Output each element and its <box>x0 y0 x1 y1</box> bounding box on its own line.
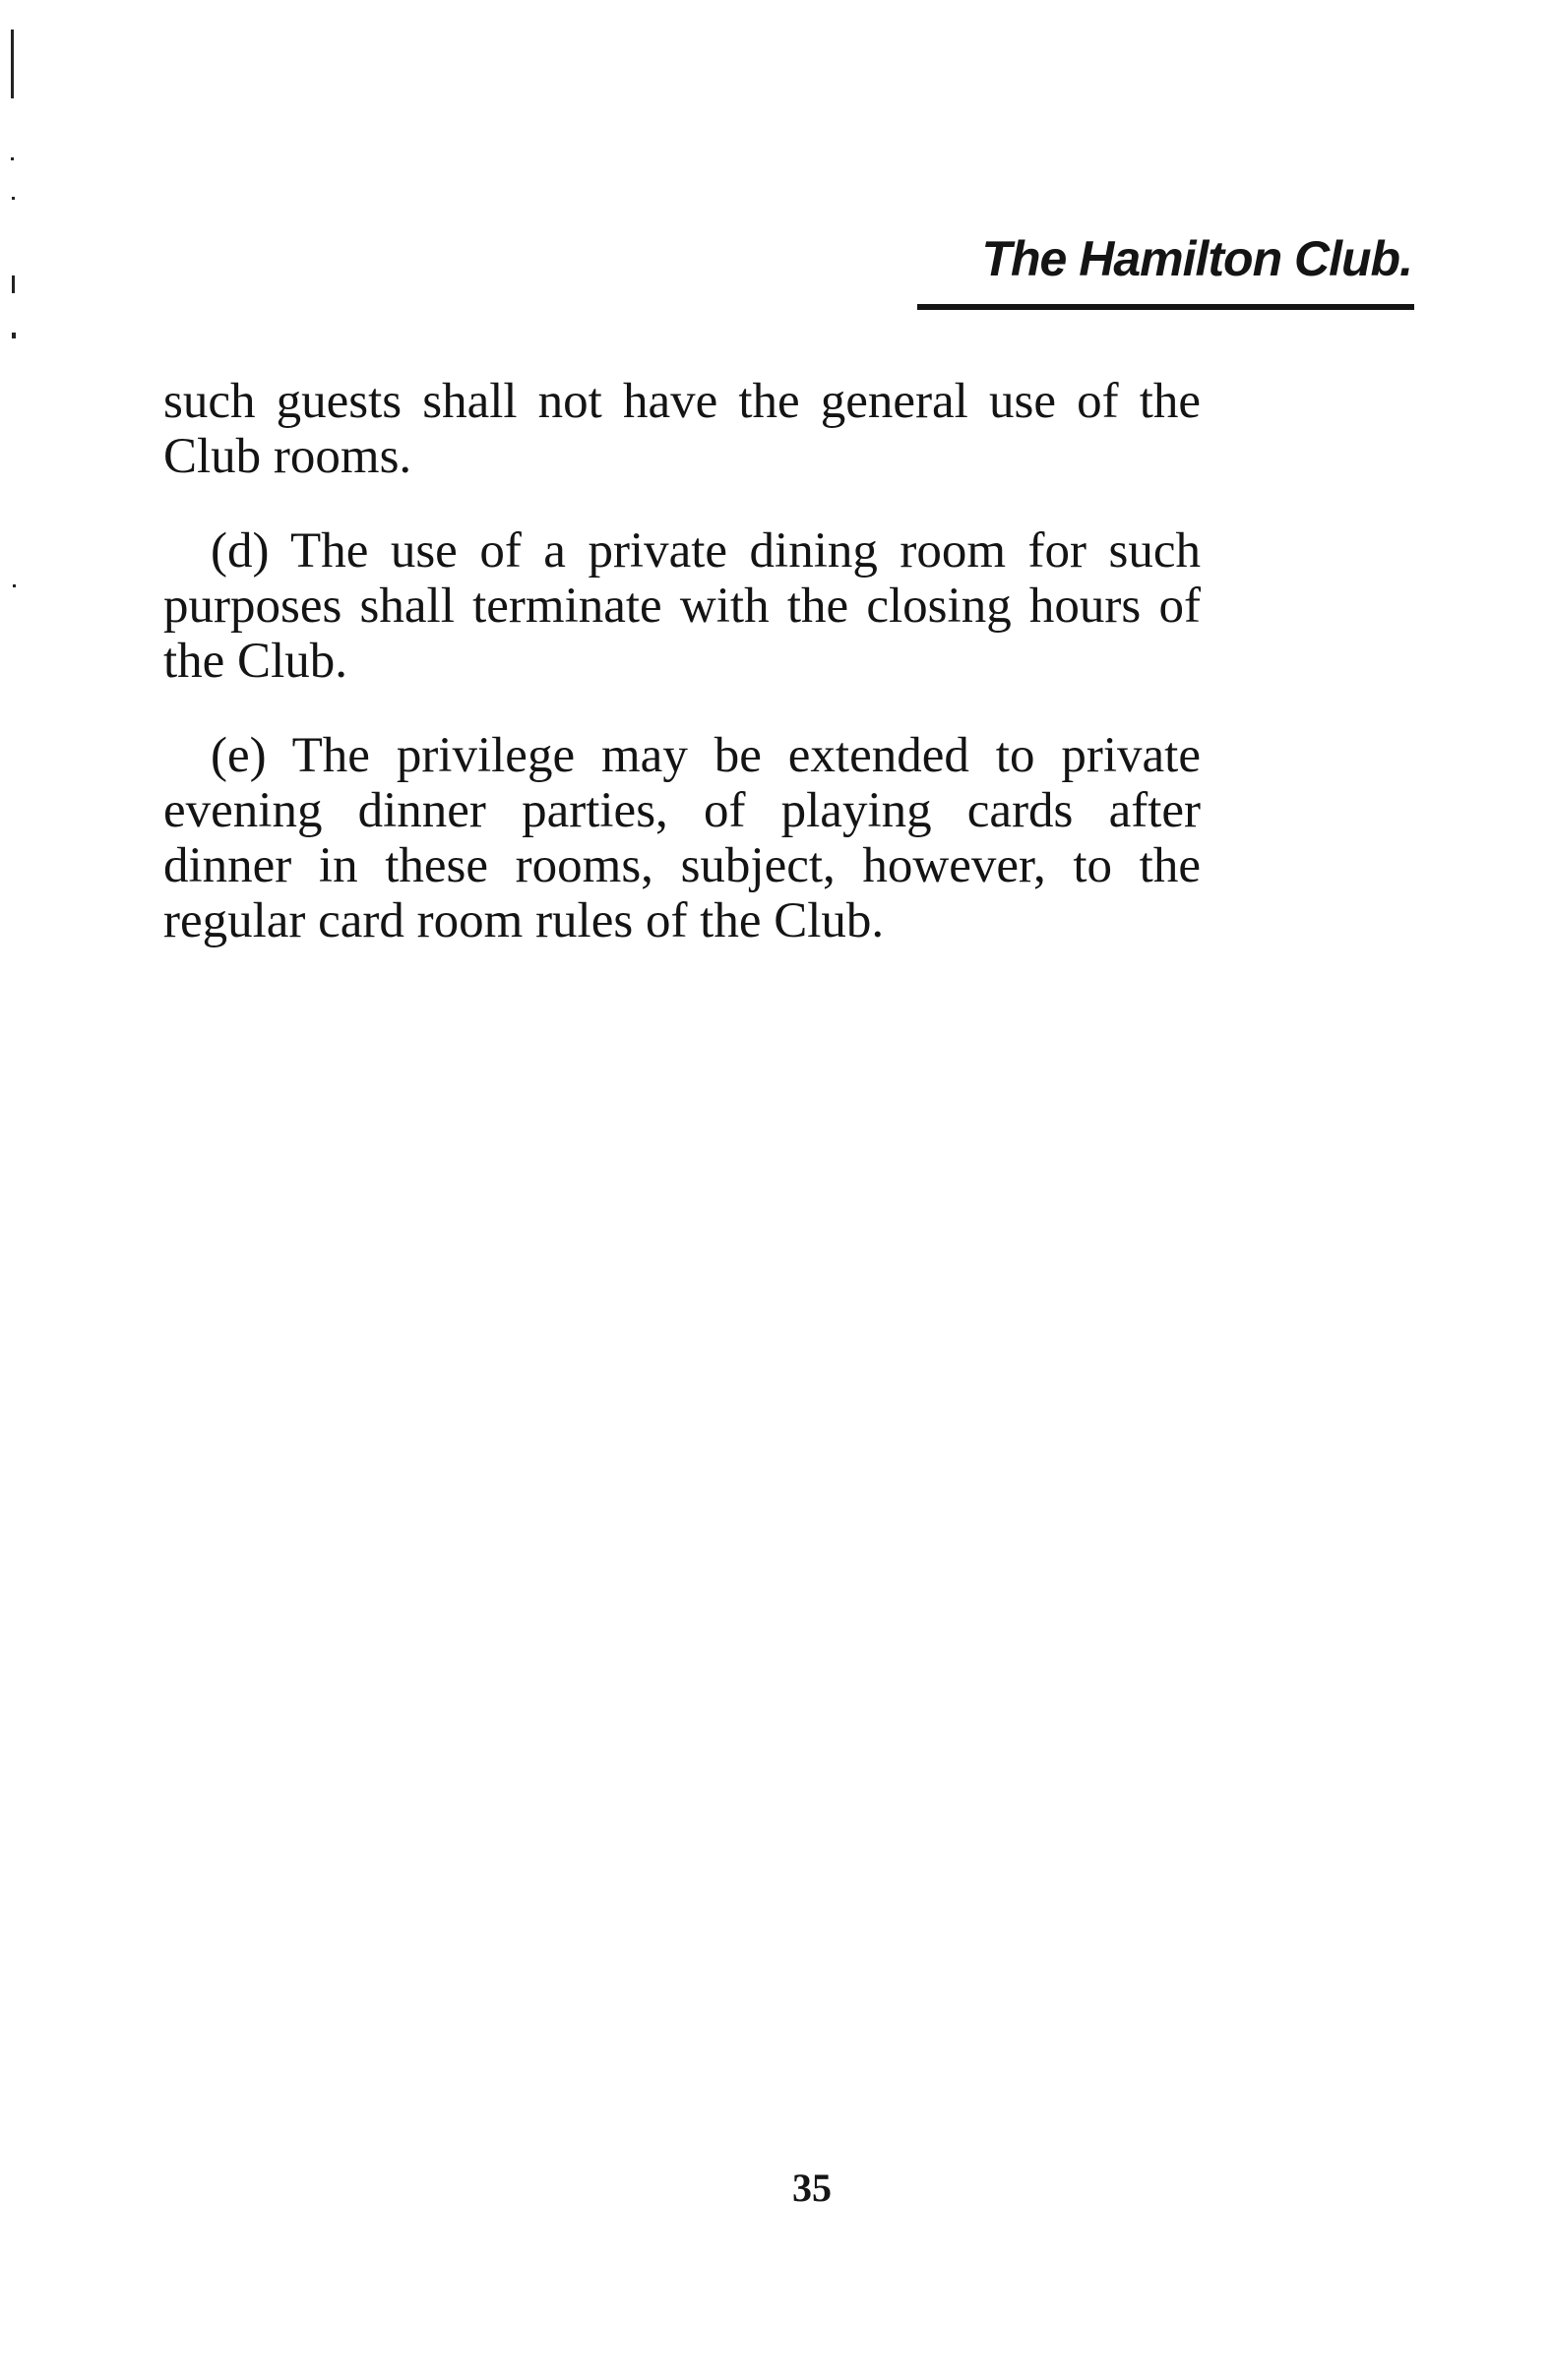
scan-edge-mark <box>11 157 14 160</box>
running-head-rule <box>917 304 1414 310</box>
paragraph-continuation: such guests shall not have the general use of the Club rooms. <box>163 374 1201 484</box>
scan-edge-mark <box>12 333 16 338</box>
scan-edge-mark <box>12 275 15 293</box>
scan-edge-mark <box>12 197 15 200</box>
page-number: 35 <box>792 2166 832 2210</box>
paragraph-e: (e) The privilege may be extended to private evening dinner parties, of playing cards after dinner in these rooms, subject, however, to the regular card room rules of the Club. <box>163 728 1201 948</box>
running-head: The Hamilton Club. <box>981 231 1412 286</box>
paragraph-d: (d) The use of a private dining room for such purposes shall terminate with the closing hours of the Club. <box>163 523 1201 689</box>
body-text <box>163 374 1201 948</box>
scan-edge-mark <box>11 30 14 98</box>
scan-edge-mark <box>13 584 16 587</box>
